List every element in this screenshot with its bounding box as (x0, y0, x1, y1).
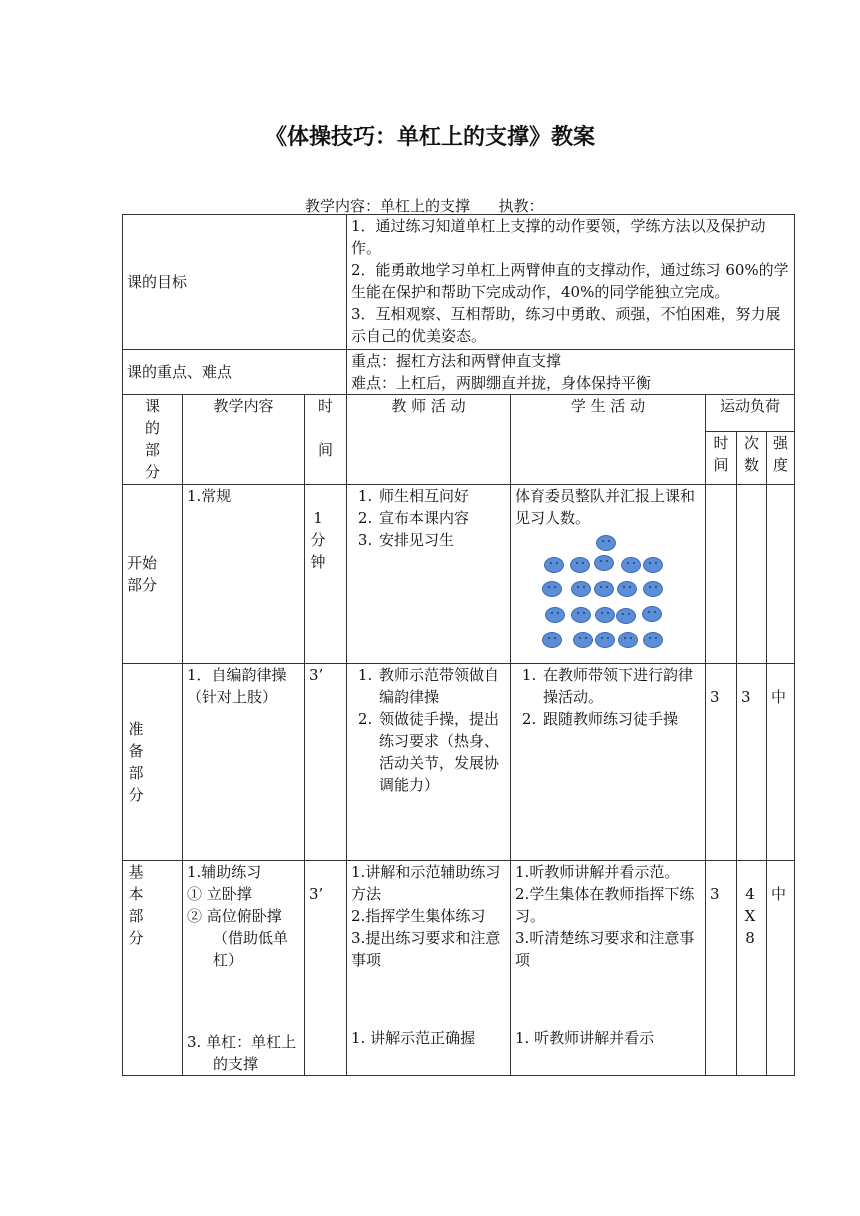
list-item: ① 立卧撑 (187, 885, 252, 903)
prep-teacher (347, 664, 511, 861)
list-item: 1. 在教师带领下进行韵律操活动。 (541, 664, 701, 708)
prep-student (511, 664, 706, 861)
goal-item: 2．能勇敢地学习单杠上两臂伸直的支撑动作，通过练习 60%的学生能在保护和帮助下完成动作，40%的同学能独立完成。 (351, 261, 789, 301)
prep-time: 3’ (305, 664, 347, 861)
keypoints-label: 课的重点、难点 (123, 350, 347, 395)
student-face-icon (545, 607, 565, 623)
prep-row (123, 664, 795, 861)
header-teacher: 教 师 活 动 (347, 395, 511, 485)
student-face-icon (570, 557, 590, 573)
basic-load-intensity: 中 (767, 861, 795, 1076)
header-load-time: 时间 (706, 432, 737, 485)
prep-part: 准备部分 (123, 664, 183, 861)
keypoints-row (123, 350, 795, 395)
keypoints-content (347, 350, 795, 395)
list-item: ② 高位俯卧撑（借助低单杠） (187, 907, 289, 969)
formation-diagram (515, 535, 695, 655)
start-load-count (737, 485, 767, 664)
basic-load-count: 4X8 (737, 861, 767, 1076)
start-student: 体育委员整队并汇报上课和见习人数。 (511, 485, 706, 664)
list-item: 3.提出练习要求和注意事项 (351, 929, 501, 969)
lesson-plan-table (122, 214, 795, 1076)
list-item: 3. 单杠：单杠上的支撑 (187, 1033, 297, 1073)
student-face-icon (596, 535, 616, 551)
goal-item: 1．通过练习知道单杠上支撑的动作要领，学练方法以及保护动作。 (351, 217, 766, 257)
goals-label: 课的目标 (123, 215, 347, 350)
header-load-count: 次数 (737, 432, 767, 485)
lesson-meta: 教学内容：单杠上的支撑 执教： (305, 197, 544, 215)
student-face-icon (544, 557, 564, 573)
header-time: 时 间 (305, 395, 347, 485)
student-face-icon (643, 632, 663, 648)
student-face-icon (542, 581, 562, 597)
prep-content: 1．自编韵律操（针对上肢） (183, 664, 305, 861)
start-teacher (347, 485, 511, 664)
prep-load-intensity: 中 (767, 664, 795, 861)
student-face-icon (595, 632, 615, 648)
student-face-icon (617, 581, 637, 597)
list-item: 1. 教师示范带领做自编韵律操 (377, 664, 506, 708)
list-item: 2.学生集体在教师指挥下练习。 (515, 885, 695, 925)
header-row (123, 395, 795, 432)
start-load-time (706, 485, 737, 664)
student-face-icon (595, 607, 615, 623)
start-content: 1.常规 (183, 485, 305, 664)
header-part: 课的部分 (123, 395, 183, 485)
student-face-icon (618, 632, 638, 648)
list-item: 2.指挥学生集体练习 (351, 907, 486, 925)
student-face-icon (542, 632, 562, 648)
student-face-icon (594, 581, 614, 597)
student-face-icon (643, 557, 663, 573)
start-time: 1分钟 (305, 485, 347, 664)
student-face-icon (621, 557, 641, 573)
key-point: 重点：握杠方法和两臂伸直支撑 (351, 352, 562, 370)
start-load-intensity (767, 485, 795, 664)
prep-load-time: 3 (706, 664, 737, 861)
basic-content: 1.辅助练习 ① 立卧撑 ② 高位俯卧撑（借助低单杠） 3. 单杠：单杠上的支撑 (183, 861, 305, 1076)
student-face-icon (594, 555, 614, 571)
student-face-icon (616, 608, 636, 624)
header-content: 教学内容 (183, 395, 305, 485)
list-item: 1.听教师讲解并看示范。 (515, 863, 680, 881)
basic-time: 3’ (305, 861, 347, 1076)
list-item: 1. 师生相互问好 (377, 485, 506, 507)
list-item: 2. 跟随教师练习徒手操 (541, 708, 701, 730)
header-load: 运动负荷 (706, 395, 795, 432)
student-face-icon (571, 607, 591, 623)
basic-part: 基本部分 (123, 861, 183, 1076)
student-face-icon (642, 606, 662, 622)
basic-row (123, 861, 795, 1076)
goals-content (347, 215, 795, 350)
page-title: 《体操技巧：单杠上的支撑》教案 (264, 125, 595, 150)
basic-student (511, 861, 706, 1076)
student-face-icon (643, 581, 663, 597)
prep-load-count: 3 (737, 664, 767, 861)
start-row (123, 485, 795, 664)
list-item: 3. 安排见习生 (377, 529, 506, 551)
difficulty-point: 难点：上杠后，两脚绷直并拢，身体保持平衡 (351, 374, 652, 392)
header-student: 学 生 活 动 (511, 395, 706, 485)
list-item: 1. 听教师讲解并看示 (515, 1029, 655, 1047)
list-item: 1. 讲解示范正确握 (351, 1029, 476, 1047)
start-part: 开始部分 (123, 485, 183, 664)
goals-row (123, 215, 795, 350)
student-face-icon (573, 632, 593, 648)
list-item: 2. 宣布本课内容 (377, 507, 506, 529)
list-item: 2. 领做徒手操，提出练习要求（热身、活动关节，发展协调能力） (377, 708, 506, 796)
header-load-intensity: 强度 (767, 432, 795, 485)
basic-teacher (347, 861, 511, 1076)
list-item: 1.讲解和示范辅助练习方法 (351, 863, 501, 903)
list-item: 3.听清楚练习要求和注意事项 (515, 929, 695, 969)
basic-load-time: 3 (706, 861, 737, 1076)
student-face-icon (571, 581, 591, 597)
goal-item: 3．互相观察、互相帮助，练习中勇敢、顽强，不怕困难，努力展示自己的优美姿态。 (351, 305, 781, 345)
